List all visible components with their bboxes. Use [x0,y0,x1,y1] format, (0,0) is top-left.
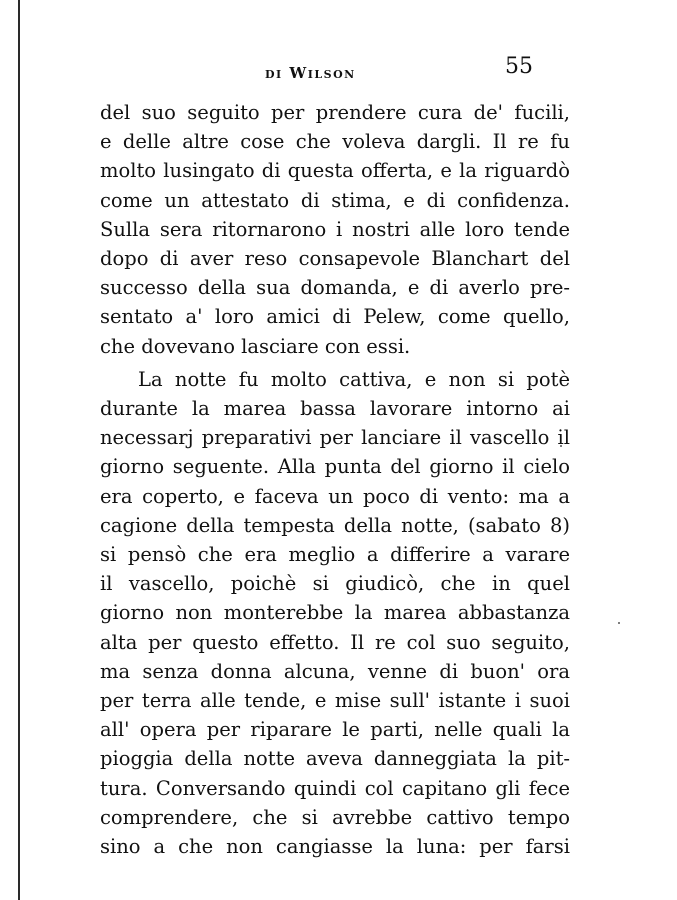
text-line: per terra alle tende, e mise sull' istante i suoi [100,689,570,713]
text-line: molto lusingato di questa offerta, e la riguardò [100,159,570,183]
body-text [100,98,570,861]
text-line: giorno seguente. Alla punta del giorno il cielo [100,455,570,479]
text-line: come un attestato di stima, e di confidenza. [100,188,570,212]
text-line: ma senza donna alcuna, venne di buon' ora [100,659,570,683]
text-line: che dovevano lasciare con essi. [100,334,411,358]
paragraph-1 [100,98,570,361]
text-line: cagione della tempesta della notte, (sabato 8) [100,513,570,537]
text-line: La notte fu molto cattiva, e non si potè [138,367,570,391]
text-line: giorno non monterebbe la marea abbastanza [100,601,570,625]
text-line: durante la marea bassa lavorare intorno ai [100,397,570,421]
paragraph-2 [100,365,570,861]
book-page [100,52,570,861]
text-line: del suo seguito per prendere cura de' fucili, [100,101,570,124]
text-line: comprendere, che si avrebbe cattivo tempo [100,805,570,829]
text-line: dopo di aver reso consapevole Blanchart del [100,247,570,271]
page-header [100,52,570,86]
text-line: pioggia della notte aveva danneggiata la pit- [100,747,570,771]
text-line: sentato a' loro amici di Pelew, come quello, [100,305,570,329]
text-line: all' opera per riparare le parti, nelle quali la [100,718,570,742]
page-edge-line [18,0,20,900]
running-head: di Wilson [265,64,356,82]
text-line: il vascello, poichè si giudicò, che in quel [100,572,570,596]
text-line: tura. Conversando quindi col capitano gli fece [100,776,570,800]
text-line: era coperto, e faceva un poco di vento: ma a [100,484,570,508]
page-number: 55 [505,54,533,79]
text-line: sino a che non cangiasse la luna: per farsi [100,835,570,859]
text-line: si pensò che era meglio a differire a varare [100,543,570,567]
text-line: successo della sua domanda, e di averlo pre- [100,276,570,300]
text-line: e delle altre cose che voleva dargli. Il re fu [100,130,570,154]
text-line: alta per questo effetto. Il re col suo seguito, [100,630,570,654]
speck [618,622,620,624]
text-line: necessarj preparativi per lanciare il vascello il [100,426,570,450]
text-line: Sulla sera ritornarono i nostri alle loro tende [100,217,570,241]
